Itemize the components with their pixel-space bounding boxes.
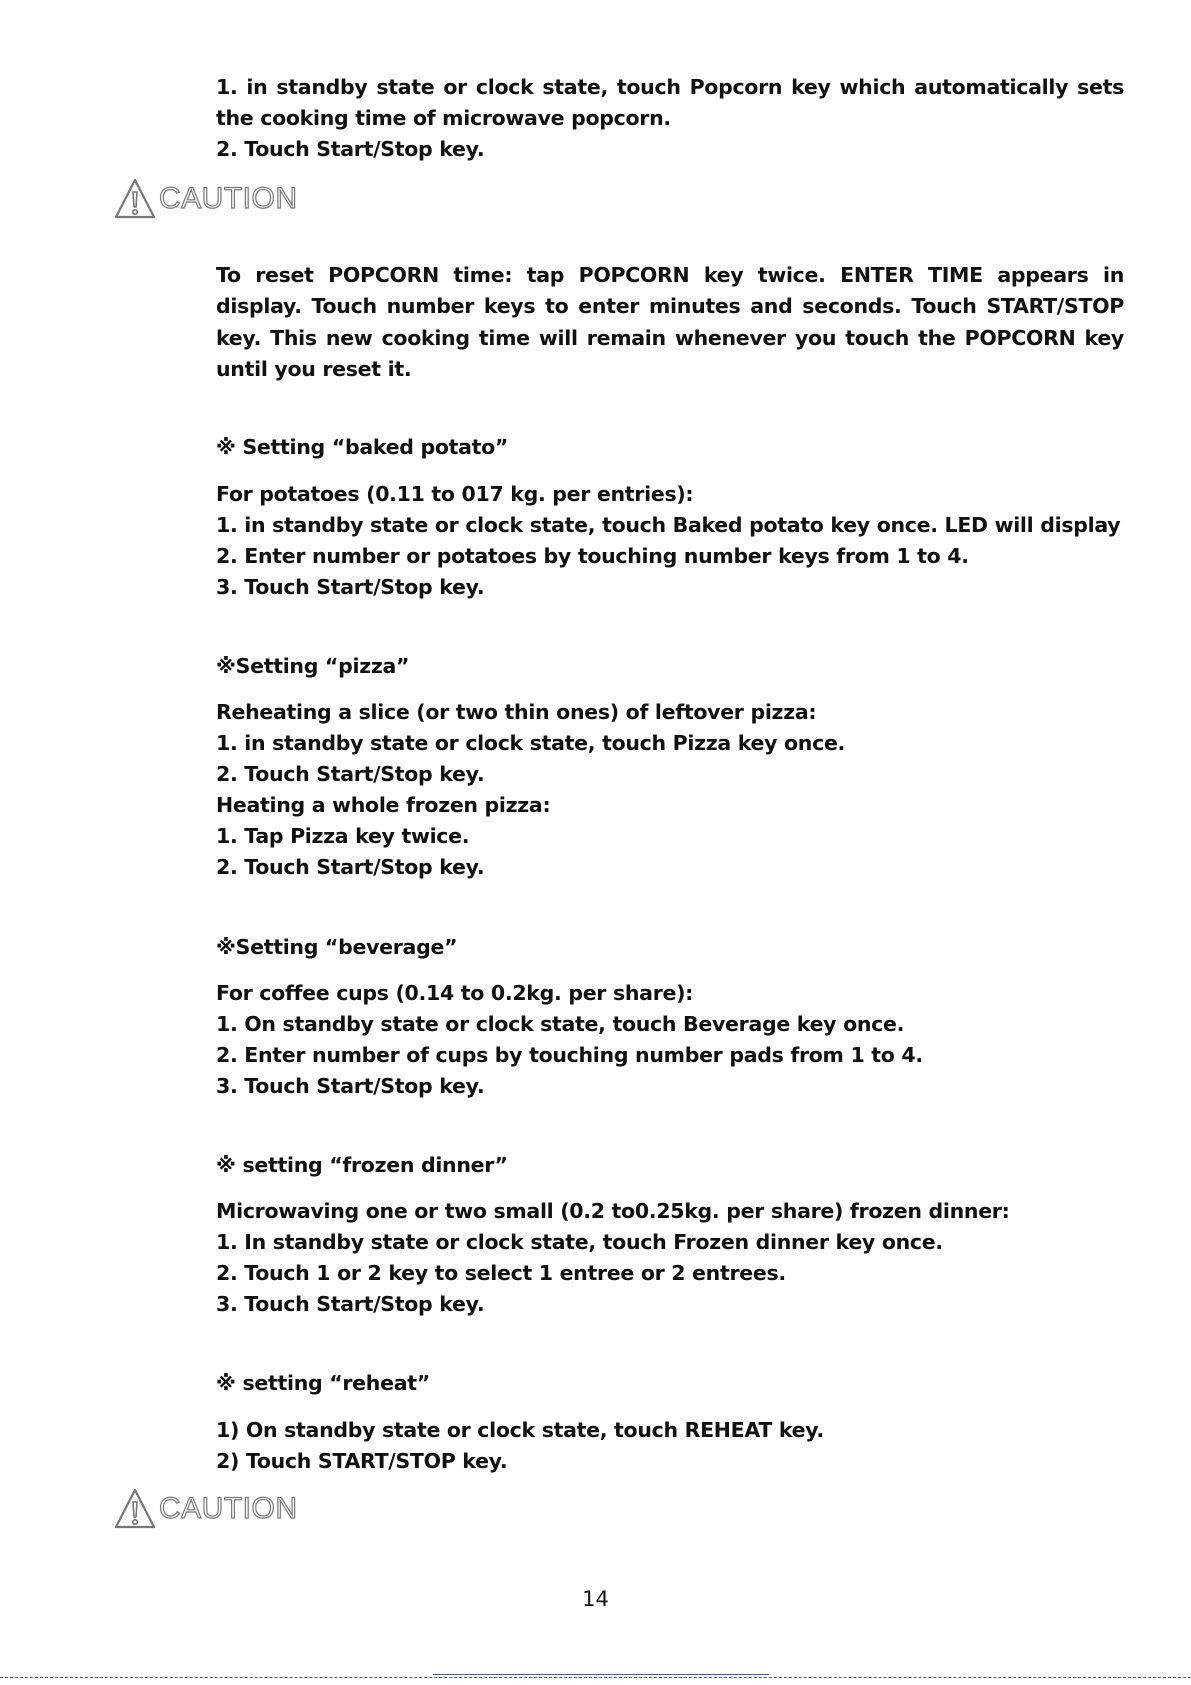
reheat-step-1: 1) On standby state or clock state, touch REHEAT key. [216, 1418, 824, 1442]
section-heading-reheat: ※ setting “reheat” [216, 1371, 430, 1395]
section-heading-frozen-dinner: ※ setting “frozen dinner” [216, 1153, 508, 1177]
warning-triangle-icon [113, 177, 157, 221]
pizza-whole-step-1: 1. Tap Pizza key twice. [216, 824, 470, 848]
pizza-slice-intro: Reheating a slice (or two thin ones) of leftover pizza: [216, 700, 817, 724]
reset-note-line: display. Touch number keys to enter minutes and seconds. Touch START/STOP [216, 294, 1124, 318]
pizza-slice-step-1: 1. in standby state or clock state, touch Pizza key once. [216, 731, 846, 755]
footer-link-line [433, 1674, 769, 1675]
frozen-dinner-step-2: 2. Touch 1 or 2 key to select 1 entree or 2 entrees. [216, 1261, 786, 1285]
frozen-dinner-intro: Microwaving one or two small (0.2 to0.25kg. per share) frozen dinner: [216, 1199, 1010, 1223]
beverage-step-3: 3. Touch Start/Stop key. [216, 1074, 485, 1098]
baked-potato-step-3: 3. Touch Start/Stop key. [216, 575, 485, 599]
frozen-dinner-step-1: 1. In standby state or clock state, touch Frozen dinner key once. [216, 1230, 943, 1254]
baked-potato-step-2: 2. Enter number or potatoes by touching number keys from 1 to 4. [216, 544, 969, 568]
reset-note-line: To reset POPCORN time: tap POPCORN key twice. ENTER TIME appears in [216, 263, 1124, 287]
reset-note-line: until you reset it. [216, 357, 412, 381]
section-heading-beverage: ※Setting “beverage” [216, 935, 458, 959]
popcorn-step-1: 1. in standby state or clock state, touch Popcorn key which automatically sets [216, 75, 1124, 99]
beverage-step-1: 1. On standby state or clock state, touch Beverage key once. [216, 1012, 905, 1036]
popcorn-step-2: 2. Touch Start/Stop key. [216, 137, 485, 161]
beverage-intro: For coffee cups (0.14 to 0.2kg. per share): [216, 981, 694, 1005]
beverage-step-2: 2. Enter number of cups by touching number pads from 1 to 4. [216, 1043, 923, 1067]
caution-label: CAUTION [159, 182, 298, 215]
footer-divider [0, 1677, 1191, 1678]
reset-note-line: key. This new cooking time will remain whenever you touch the POPCORN key [216, 326, 1124, 350]
section-heading-pizza: ※Setting “pizza” [216, 654, 410, 678]
section-heading-baked-potato: ※ Setting “baked potato” [216, 435, 509, 459]
caution-banner [113, 176, 298, 222]
reheat-step-2: 2) Touch START/STOP key. [216, 1449, 508, 1473]
caution-label: CAUTION [159, 1492, 298, 1525]
page-number: 14 [582, 1587, 609, 1611]
baked-potato-step-1: 1. in standby state or clock state, touch Baked potato key once. LED will display [216, 513, 1121, 537]
warning-triangle-icon [113, 1487, 157, 1531]
pizza-whole-step-2: 2. Touch Start/Stop key. [216, 855, 485, 879]
pizza-slice-step-2: 2. Touch Start/Stop key. [216, 762, 485, 786]
baked-potato-intro: For potatoes (0.11 to 017 kg. per entries): [216, 482, 694, 506]
caution-banner [113, 1486, 298, 1532]
popcorn-step-1-continued: the cooking time of microwave popcorn. [216, 106, 671, 130]
pizza-whole-intro: Heating a whole frozen pizza: [216, 793, 551, 817]
frozen-dinner-step-3: 3. Touch Start/Stop key. [216, 1292, 485, 1316]
